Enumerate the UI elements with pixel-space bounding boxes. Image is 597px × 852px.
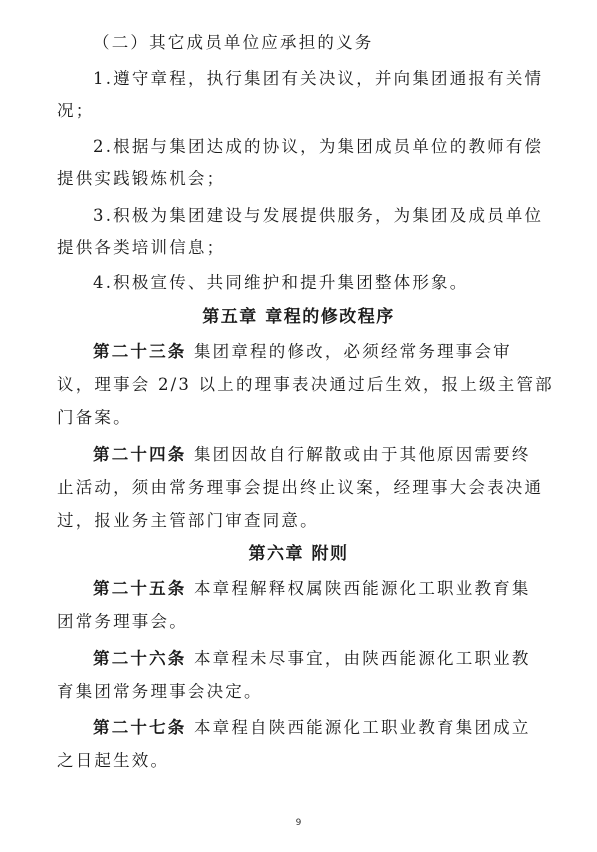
- item-2-line-2: 提供实践锻炼机会；: [57, 169, 226, 188]
- item-3-line-2: 提供各类培训信息；: [57, 238, 226, 257]
- article-25-line-2: 团常务理事会。: [57, 612, 188, 631]
- article-26-line-1: [93, 649, 531, 669]
- page-number: 9: [295, 818, 302, 828]
- article-27-label: 第二十七条: [93, 718, 187, 737]
- chapter-5-title: 第五章 章程的修改程序: [202, 307, 395, 327]
- article-23-line-3: 门备案。: [57, 408, 132, 427]
- article-26-line-2: 育集团常务理事会决定。: [57, 682, 263, 701]
- article-24-text-1: 集团因故自行解散或由于其他原因需要终: [193, 445, 531, 464]
- article-23-line-2: 议，理事会 2/3 以上的理事表决通过后生效，报上级主管部: [57, 375, 554, 394]
- article-27-text-1: 本章程自陕西能源化工职业教育集团成立: [193, 718, 531, 737]
- article-27-line-2: 之日起生效。: [57, 751, 170, 770]
- item-3-line-1: 3.积极为集团建设与发展提供服务，为集团及成员单位: [93, 206, 544, 225]
- article-25-line-1: [93, 579, 531, 599]
- article-24-label: 第二十四条: [93, 445, 187, 464]
- article-23-line-1: [93, 342, 512, 362]
- article-26-label: 第二十六条: [93, 649, 187, 668]
- item-4-line: 4.积极宣传、共同维护和提升集团整体形象。: [93, 273, 469, 292]
- article-25-text-1: 本章程解释权属陕西能源化工职业教育集: [193, 579, 531, 598]
- article-27-line-1: [93, 718, 531, 738]
- chapter-6-title: 第六章 附则: [248, 544, 349, 564]
- article-26-text-1: 本章程未尽事宜，由陕西能源化工职业教: [193, 649, 531, 668]
- item-1-line-1: 1.遵守章程，执行集团有关决议，并向集团通报有关情: [93, 69, 544, 88]
- article-24-line-1: [93, 445, 531, 465]
- article-24-line-3: 过，报业务主管部门审查同意。: [57, 511, 319, 530]
- article-25-label: 第二十五条: [93, 579, 187, 598]
- item-1-line-2: 况；: [57, 101, 95, 120]
- article-23-text-1: 集团章程的修改，必须经常务理事会审: [193, 342, 512, 361]
- article-24-line-2: 止活动，须由常务理事会提出终止议案，经理事大会表决通: [57, 478, 544, 497]
- item-2-line-1: 2.根据与集团达成的协议，为集团成员单位的教师有偿: [93, 137, 544, 156]
- article-23-label: 第二十三条: [93, 342, 187, 361]
- section-heading: （二）其它成员单位应承担的义务: [93, 33, 374, 52]
